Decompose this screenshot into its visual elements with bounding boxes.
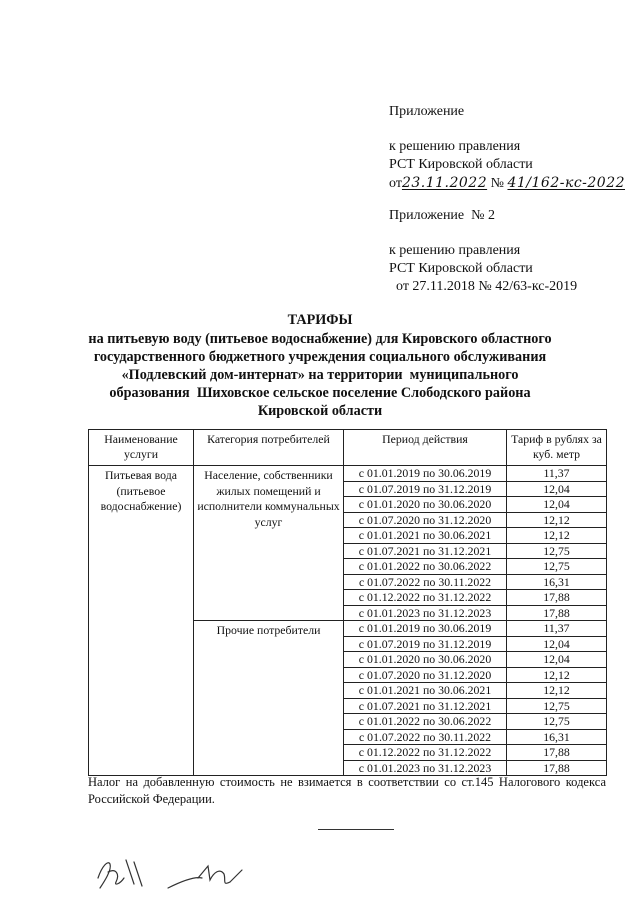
- table-header-row: [89, 430, 607, 466]
- tariffs-table: [88, 429, 607, 776]
- period-cell: с 01.07.2020 по 31.12.2020: [344, 512, 507, 528]
- heading-line: «Подлевский дом-интернат» на территории муниципального: [121, 367, 519, 383]
- tariff-cell: 11,37: [507, 621, 607, 637]
- table-body: [89, 466, 607, 776]
- category-cell: Прочие потребители: [194, 621, 344, 776]
- signature-right: [168, 866, 242, 888]
- period-cell: с 01.01.2019 по 30.06.2019: [344, 466, 507, 482]
- period-cell: с 01.07.2019 по 31.12.2019: [344, 636, 507, 652]
- appendix2-decision-line: к решению правления: [389, 243, 521, 258]
- appendix2-authority-line: РСТ Кировской области: [389, 261, 533, 276]
- column-header-period: Период действия: [344, 430, 507, 466]
- period-cell: с 01.07.2021 по 31.12.2021: [344, 698, 507, 714]
- tariff-cell: 12,12: [507, 683, 607, 699]
- period-cell: с 01.01.2023 по 31.12.2023: [344, 760, 507, 776]
- handwritten-signatures: [90, 848, 270, 898]
- tariff-cell: 16,31: [507, 574, 607, 590]
- appendix2-date-line: от 27.11.2018 № 42/63-кс-2019: [396, 279, 578, 294]
- appendix-date-line: [389, 174, 625, 193]
- tariff-cell: 17,88: [507, 605, 607, 621]
- separator-line: [318, 829, 394, 830]
- tariffs-heading: ТАРИФЫ: [287, 312, 353, 328]
- tariff-cell: 12,12: [507, 667, 607, 683]
- period-cell: с 01.01.2021 по 30.06.2021: [344, 528, 507, 544]
- period-cell: с 01.01.2020 по 30.06.2020: [344, 497, 507, 513]
- tariff-cell: 11,37: [507, 466, 607, 482]
- appendix-date-handwritten: 23.11.2022: [401, 175, 488, 191]
- period-cell: с 01.01.2023 по 31.12.2023: [344, 605, 507, 621]
- appendix-number-sign: №: [490, 176, 504, 191]
- period-cell: с 01.07.2021 по 31.12.2021: [344, 543, 507, 559]
- period-cell: с 01.12.2022 по 31.12.2022: [344, 745, 507, 761]
- appendix-authority-line: РСТ Кировской области: [389, 157, 533, 172]
- column-header-tariff: Тариф в рублях за куб. метр: [507, 430, 607, 466]
- heading-line: образования Шиховское сельское поселение Слободского района: [109, 385, 531, 401]
- period-cell: с 01.01.2022 по 30.06.2022: [344, 559, 507, 575]
- signature-left: [98, 860, 142, 888]
- period-cell: с 01.12.2022 по 31.12.2022: [344, 590, 507, 606]
- tariff-cell: 17,88: [507, 590, 607, 606]
- tariff-cell: 16,31: [507, 729, 607, 745]
- service-cell: Питьевая вода (питьевое водоснабжение): [89, 466, 194, 776]
- period-cell: с 01.01.2020 по 30.06.2020: [344, 652, 507, 668]
- period-cell: с 01.01.2022 по 30.06.2022: [344, 714, 507, 730]
- period-cell: с 01.07.2020 по 31.12.2020: [344, 667, 507, 683]
- tariff-cell: 12,75: [507, 714, 607, 730]
- tariff-cell: 12,75: [507, 559, 607, 575]
- tariff-cell: 12,04: [507, 652, 607, 668]
- column-header-service: Наименование услуги: [89, 430, 194, 466]
- tariff-cell: 12,12: [507, 528, 607, 544]
- appendix-number-handwritten: 41/162-кс-2022: [507, 175, 626, 191]
- tariff-cell: 12,04: [507, 636, 607, 652]
- period-cell: с 01.01.2021 по 30.06.2021: [344, 683, 507, 699]
- tariff-cell: 12,75: [507, 698, 607, 714]
- heading-line: государственного бюджетного учреждения социального обслуживания: [93, 349, 547, 365]
- column-header-category: Категория потребителей: [194, 430, 344, 466]
- heading-line: на питьевую воду (питьевое водоснабжение) для Кировского областного: [88, 331, 552, 347]
- tariff-cell: 12,12: [507, 512, 607, 528]
- appendix-title: Приложение: [389, 104, 465, 119]
- heading-line: Кировской области: [257, 403, 383, 419]
- tariff-cell: 12,04: [507, 497, 607, 513]
- tariff-cell: 17,88: [507, 760, 607, 776]
- appendix2-title: Приложение № 2: [389, 208, 495, 223]
- vat-note: Налог на добавленную стоимость не взимается в соответствии со ст.145 Налогового кодекса Российской Федерации.: [88, 775, 606, 806]
- category-cell: Население, собственники жилых помещений и исполнители коммунальных услуг: [194, 466, 344, 621]
- period-cell: с 01.07.2022 по 30.11.2022: [344, 574, 507, 590]
- appendix-date-prefix: от: [389, 176, 402, 191]
- table-row: [89, 466, 607, 482]
- appendix-decision-line: к решению правления: [389, 139, 521, 154]
- tariff-cell: 12,04: [507, 481, 607, 497]
- period-cell: с 01.01.2019 по 30.06.2019: [344, 621, 507, 637]
- tariff-cell: 17,88: [507, 745, 607, 761]
- tariff-cell: 12,75: [507, 543, 607, 559]
- period-cell: с 01.07.2022 по 30.11.2022: [344, 729, 507, 745]
- period-cell: с 01.07.2019 по 31.12.2019: [344, 481, 507, 497]
